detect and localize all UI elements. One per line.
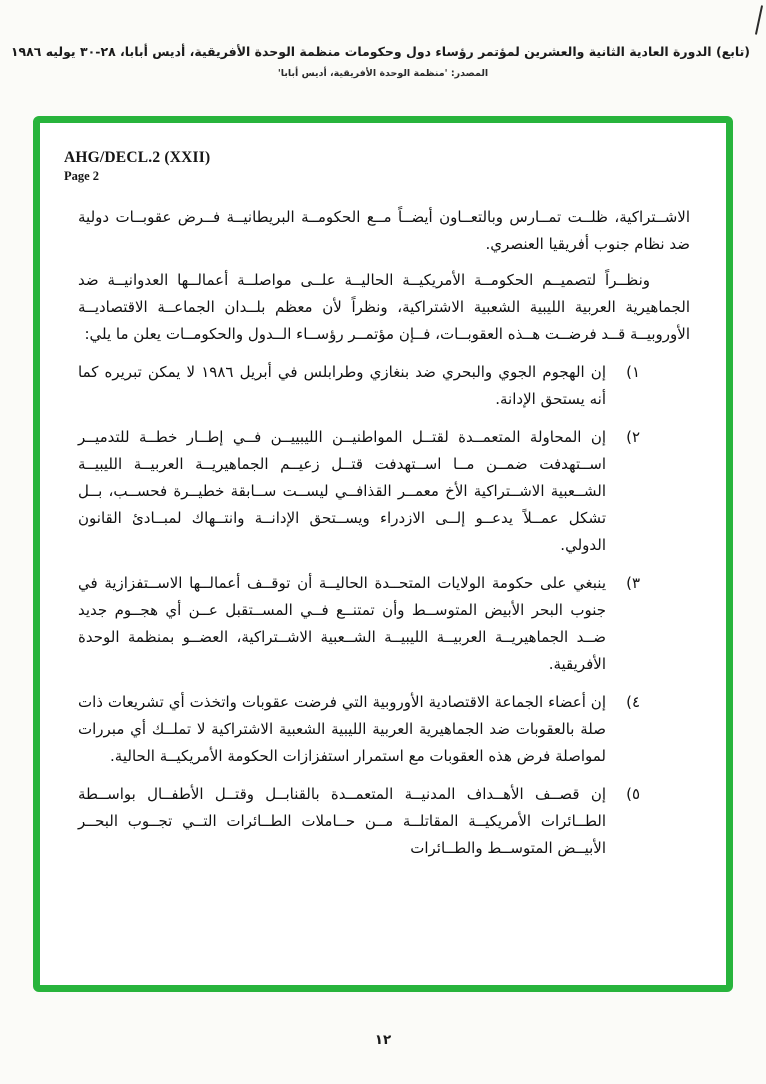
document-frame: [33, 116, 733, 992]
list-item-number: ٢): [626, 428, 640, 446]
page-header: [10, 44, 750, 79]
list-item-number: ٥): [626, 785, 640, 803]
list-item-text: إن المحاولة المتعمــدة لقتــل المواطنيــن الليبييــن فــي إطــار خطــة للتدميــر اســتهدفت ضمــن مــا اســتهدفت قتــل زعيــم الجماهيريــة العربيــة الليبيــة الشــعبية الاشــتراكية الأخ معمــر القذافــي ليســت ســابقة خطيــرة فحســب، بــل تشكل عمــلاً يدعــو إلــى الازدراء ويســتحق الإدانــة وانتــهاك لمبــادئ القانون الدولي.: [78, 428, 606, 554]
document-reference: AHG/DECL.2 (XXII): [64, 149, 211, 166]
numbered-list: [78, 359, 690, 862]
paragraph-continuation: الاشــتراكية، ظلــت تمــارس وبالتعــاون أيضــاً مــع الحكومــة البريطانيــة فــرض عقوبــات دولية ضد نظام جنوب أفريقيا العنصري.: [78, 208, 690, 253]
list-item-text: ينبغي على حكومة الولايات المتحــدة الحاليــة أن توقــف أعمالــها الاســتفزازية في جنوب البحر الأبيض المتوســط وأن تمتنــع فــي المســتقبل عــن أي هجــوم جديد ضــد الجماهيريــة العربيــة الليبيــة الشــعبية الاشــتراكية، العضــو بمنظمة الوحدة الأفريقية.: [78, 574, 606, 673]
document-body: [78, 204, 690, 862]
list-item-text: إن الهجوم الجوي والبحري ضد بنغازي وطرابلس في أبريل ١٩٨٦ لا يمكن تبريره كما أنه يستحق الإدانة.: [78, 363, 606, 408]
list-item-number: ٣): [626, 574, 640, 592]
doc-ref-block: [64, 149, 726, 184]
list-item-number: ١): [626, 363, 640, 381]
page-number: ١٢: [374, 1032, 392, 1048]
document-page-label: Page 2: [64, 169, 100, 183]
list-item: [78, 424, 690, 559]
list-item: [78, 570, 690, 678]
list-item: [78, 689, 690, 770]
list-item: [78, 359, 690, 413]
list-item: [78, 781, 690, 862]
paragraph-preamble: ونظــراً لتصميــم الحكومــة الأمريكيــة الحاليــة علــى مواصلــة أعمالــها العدوانيــة ضد الجماهيرية العربية الليبية الشعبية الاشتراكية، ونظراً لأن معظم بلــدان الجماعــة الاقتصاديــة الأوروبيــة قــد فرضــت هــذه العقوبــات، فــإن مؤتمــر رؤســاء الــدول والحكومــات يعلن ما يلي:: [78, 271, 690, 343]
list-item-text: إن قصــف الأهــداف المدنيــة المتعمــدة بالقنابــل وقتــل الأطفــال بواســطة الطــائرات الأمريكيــة المقاتلــة مــن حــاملات الطــائرات التــي تجــوب البحــر الأبيــض المتوســط والطــائرات: [78, 785, 606, 857]
header-session-title: (تابع) الدورة العادية الثانية والعشرين لمؤتمر رؤساء دول وحكومات منظمة الوحدة الأفريقية، أديس أبابا، ٢٨-٣٠ يوليه ١٩٨٦: [10, 44, 750, 59]
list-item-number: ٤): [626, 693, 640, 711]
list-item-text: إن أعضاء الجماعة الاقتصادية الأوروبية التي فرضت عقوبات واتخذت أي تشريعات ذات صلة بالعقوبات ضد الجماهيرية العربية الليبية الشعبية الاشتراكية لا تملــك أي مبررات لمواصلة فرض هذه العقوبات مع استمرار استفزازات الحكومة الأمريكيــة الحالية.: [78, 693, 606, 765]
header-source-note: المصدر: 'منظمة الوحدة الأفريقية، أديس أبابا': [277, 68, 489, 79]
scan-artifact: [755, 5, 763, 35]
